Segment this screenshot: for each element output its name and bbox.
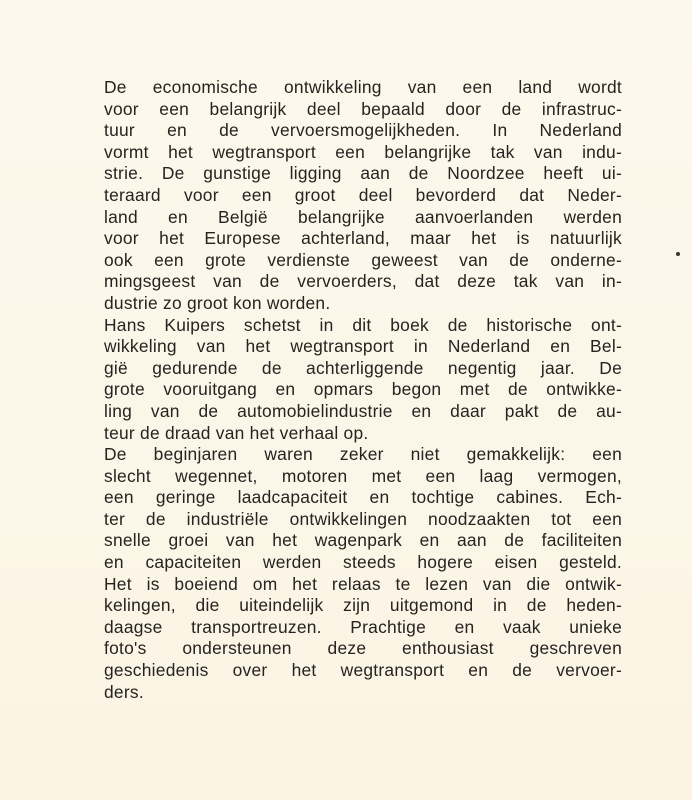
text-line: snelle groei van het wagenpark en aan de faciliteiten <box>104 530 622 551</box>
text-line: daagse transportreuzen. Prachtige en vaak unieke <box>104 616 622 637</box>
text-line: teur de draad van het verhaal op. <box>104 422 369 443</box>
body-text <box>104 77 622 703</box>
paragraph-2 <box>104 315 622 445</box>
text-line: kelingen, die uiteindelijk zijn uitgemond in de heden- <box>104 595 622 616</box>
text-line: mingsgeest van de vervoerders, dat deze tak van in- <box>104 271 622 292</box>
text-line: gië gedurende de achterliggende negentig jaar. De <box>104 357 622 378</box>
text-line: voor het Europese achterland, maar het is natuurlijk <box>104 228 622 249</box>
paragraph-1 <box>104 77 622 315</box>
text-line: Het is boeiend om het relaas te lezen van die ontwik- <box>104 573 622 594</box>
text-line: voor een belangrijk deel bepaald door de infrastruc- <box>104 98 622 119</box>
text-line: slecht wegennet, motoren met een laag vermogen, <box>104 465 622 486</box>
text-line: De economische ontwikkeling van een land wordt <box>104 77 622 97</box>
text-line: ter de industriële ontwikkelingen noodzaakten tot een <box>104 508 622 529</box>
text-line: foto's ondersteunen deze enthousiast geschreven <box>104 638 622 659</box>
text-line: tuur en de vervoersmogelijkheden. In Nederland <box>104 120 622 141</box>
text-line: ders. <box>104 681 144 702</box>
text-line: grote vooruitgang en opmars begon met de ontwikke- <box>104 379 622 400</box>
text-line: ook een grote verdienste geweest van de onderne- <box>104 249 622 270</box>
text-line: dustrie zo groot kon worden. <box>104 292 331 313</box>
text-line: teraard voor een groot deel bevorderd dat Neder- <box>104 184 622 205</box>
paragraph-3 <box>104 444 622 703</box>
text-line: strie. De gunstige ligging aan de Noordzee heeft ui- <box>104 163 622 184</box>
text-line: en capaciteiten werden steeds hogere eisen gesteld. <box>104 552 622 573</box>
text-line: De beginjaren waren zeker niet gemakkelijk: een <box>104 444 622 465</box>
text-line: ling van de automobielindustrie en daar pakt de au- <box>104 400 622 421</box>
text-line: land en België belangrijke aanvoerlanden werden <box>104 206 622 227</box>
text-line: Hans Kuipers schetst in dit boek de historische ont- <box>104 314 622 335</box>
text-line: vormt het wegtransport een belangrijke tak van indu- <box>104 141 622 162</box>
text-line: een geringe laadcapaciteit en tochtige cabines. Ech- <box>104 487 622 508</box>
text-line: geschiedenis over het wegtransport en de vervoer- <box>104 660 622 681</box>
print-speck <box>676 252 680 256</box>
text-line: wikkeling van het wegtransport in Nederland en Bel- <box>104 336 622 357</box>
